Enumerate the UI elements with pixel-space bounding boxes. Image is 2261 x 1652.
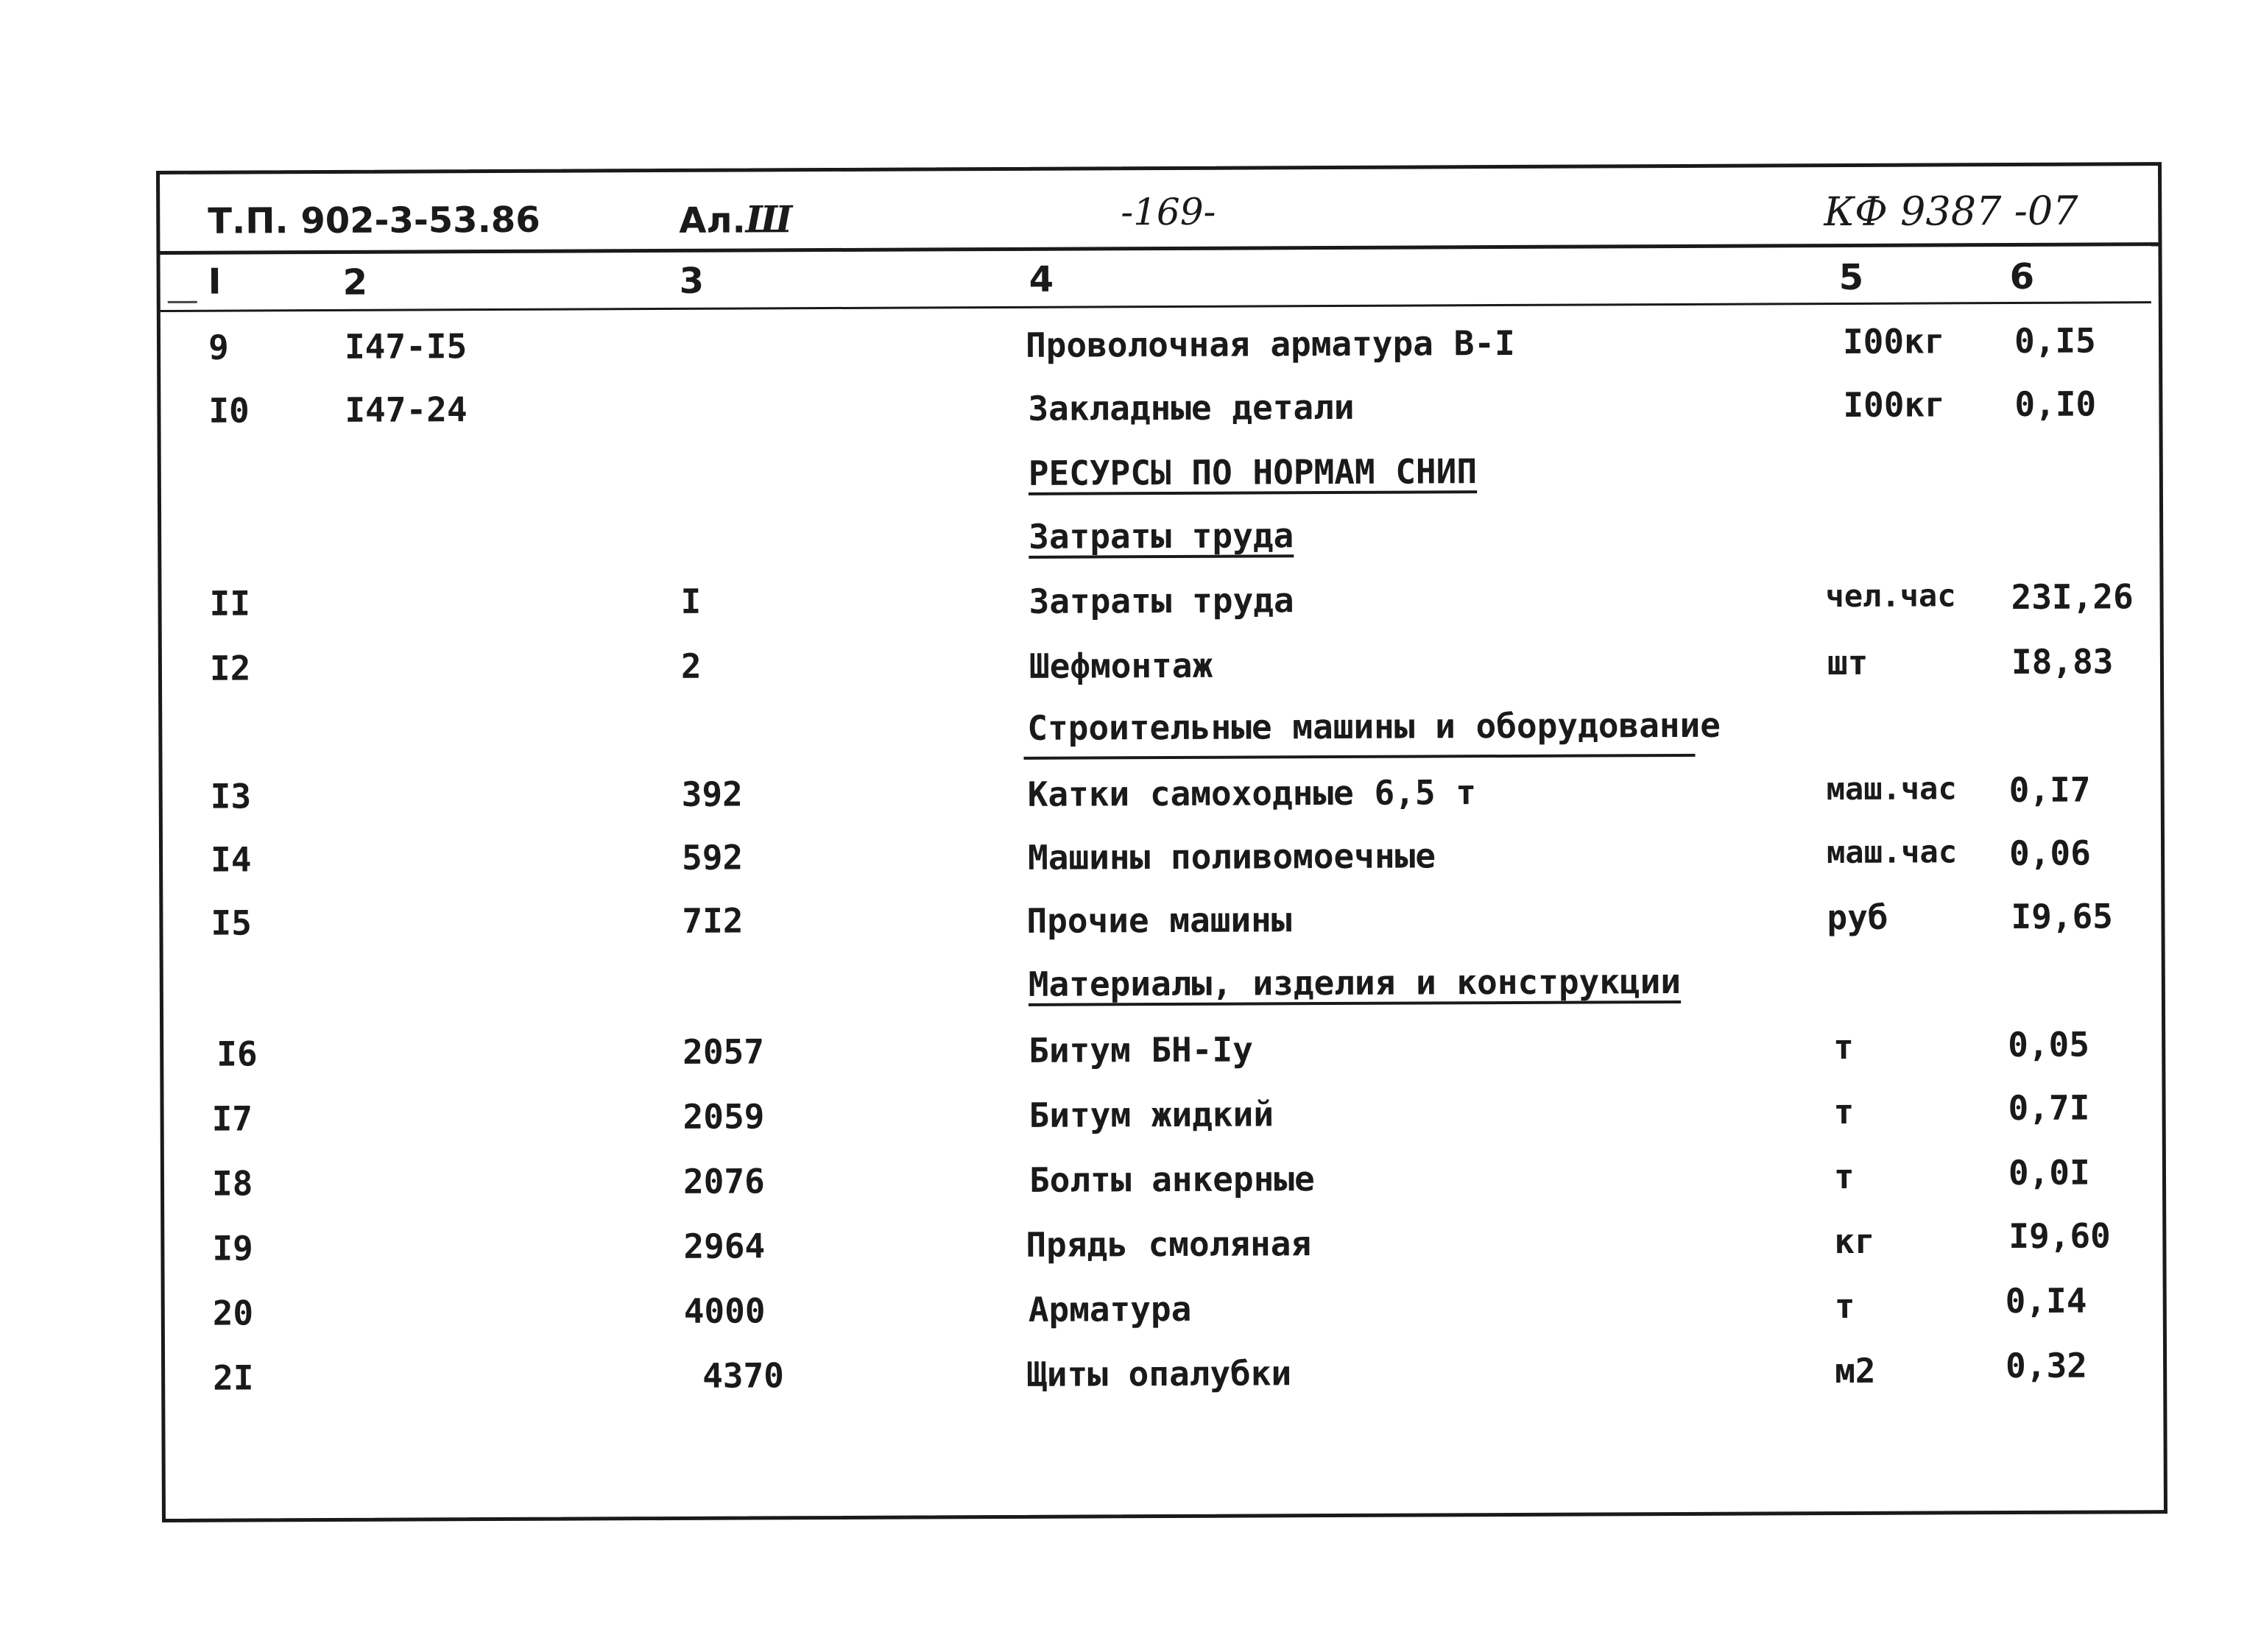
row-qty: 0,I7 bbox=[2008, 769, 2091, 811]
page-number: -169- bbox=[1121, 190, 1216, 234]
row-num: I5 bbox=[211, 903, 252, 943]
col-header-3: 3 bbox=[679, 260, 705, 302]
row-num: I4 bbox=[210, 839, 252, 880]
row-name: Катки самоходные 6,5 т bbox=[1027, 772, 1477, 814]
section-heading: Строительные машины и оборудование bbox=[1027, 705, 1721, 748]
row-name: Затраты труда bbox=[1029, 580, 1294, 621]
row-num: I7 bbox=[211, 1098, 253, 1139]
row-name: Закладные детали bbox=[1028, 386, 1355, 428]
row-num: II bbox=[209, 583, 251, 624]
row-name: Болты анкерные bbox=[1029, 1159, 1315, 1200]
col-header-6: 6 bbox=[2009, 255, 2035, 298]
row-unit: шт bbox=[1827, 642, 1869, 683]
row-ref: 2076 bbox=[682, 1161, 765, 1201]
row-qty: 0,I0 bbox=[2014, 384, 2097, 424]
row-qty: I9,60 bbox=[2008, 1215, 2111, 1257]
album-mark: Ш bbox=[745, 197, 793, 241]
row-num: I2 bbox=[209, 648, 251, 688]
row-unit: м2 bbox=[1835, 1350, 1876, 1391]
row-qty: 0,7I bbox=[2008, 1087, 2090, 1129]
row-name: Арматура bbox=[1028, 1288, 1192, 1330]
row-code: I47-I5 bbox=[344, 326, 468, 367]
row-ref: 7I2 bbox=[682, 900, 744, 941]
row-num: 20 bbox=[212, 1293, 254, 1333]
row-num: 9 bbox=[208, 327, 229, 367]
row-num: I6 bbox=[216, 1034, 258, 1074]
col-header-4: 4 bbox=[1029, 258, 1054, 300]
section-underline bbox=[1023, 754, 1695, 760]
row-name: Щиты опалубки bbox=[1026, 1353, 1292, 1394]
row-qty: 0,0I bbox=[2008, 1152, 2090, 1193]
header-divider bbox=[160, 242, 2158, 255]
row-name: Шефмонтаж bbox=[1029, 645, 1213, 686]
column-header-divider bbox=[161, 301, 2151, 312]
row-name: Машины поливомоечные bbox=[1027, 836, 1436, 878]
row-unit: т bbox=[1833, 1156, 1855, 1197]
row-qty: I8,83 bbox=[2011, 641, 2114, 682]
row-qty: I9,65 bbox=[2011, 896, 2114, 937]
section-heading: РЕСУРСЫ ПО НОРМАМ СНИП bbox=[1028, 451, 1478, 493]
row-ref: 2059 bbox=[682, 1096, 765, 1137]
section-heading: Материалы, изделия и конструкции bbox=[1028, 961, 1682, 1004]
row-ref: 392 bbox=[681, 774, 743, 814]
row-qty: 0,I5 bbox=[2014, 320, 2096, 361]
stray-mark bbox=[168, 301, 197, 303]
row-num: I3 bbox=[210, 776, 252, 816]
row-qty: 23I,26 bbox=[2011, 576, 2134, 618]
row-qty: 0,32 bbox=[2005, 1345, 2088, 1386]
row-num: I9 bbox=[212, 1228, 253, 1268]
row-unit: т bbox=[1833, 1091, 1855, 1132]
row-qty: 0,I4 bbox=[2005, 1280, 2087, 1321]
row-ref: I bbox=[680, 581, 702, 621]
row-unit: I00кг bbox=[1843, 384, 1946, 426]
row-unit: руб bbox=[1827, 897, 1888, 938]
document-frame bbox=[156, 162, 2167, 1522]
row-unit: кг bbox=[1834, 1221, 1875, 1262]
row-unit: т bbox=[1833, 1026, 1855, 1067]
col-header-1: I bbox=[208, 261, 222, 303]
row-unit: т bbox=[1834, 1285, 1855, 1327]
doc-code: Т.П. 902-3-53.86 bbox=[208, 199, 540, 242]
row-ref: 592 bbox=[681, 837, 744, 878]
row-ref: 4000 bbox=[683, 1291, 766, 1331]
row-code: I47-24 bbox=[345, 389, 468, 430]
row-unit: чел.час bbox=[1825, 577, 1956, 615]
section-heading: Затраты труда bbox=[1029, 515, 1294, 557]
album-label bbox=[679, 197, 793, 241]
row-qty: 0,06 bbox=[2008, 833, 2091, 874]
row-unit: маш.час bbox=[1826, 833, 1958, 871]
row-name: Битум БН-Iу bbox=[1029, 1029, 1253, 1070]
col-header-5: 5 bbox=[1838, 256, 1864, 299]
row-name: Прядь смоляная bbox=[1026, 1224, 1312, 1265]
row-num: 2I bbox=[213, 1358, 254, 1398]
sheet-code: КФ 9387 -07 bbox=[1824, 187, 2078, 236]
row-num: I0 bbox=[208, 390, 250, 431]
col-header-2: 2 bbox=[342, 261, 368, 303]
row-ref: 2057 bbox=[682, 1031, 765, 1072]
row-name: Битум жидкий bbox=[1029, 1094, 1274, 1135]
row-name: Прочие машины bbox=[1026, 900, 1292, 941]
row-unit: маш.час bbox=[1826, 770, 1957, 808]
row-ref: 4370 bbox=[702, 1355, 785, 1396]
row-qty: 0,05 bbox=[2008, 1024, 2090, 1065]
album-prefix: Ал. bbox=[679, 200, 746, 241]
row-ref: 2964 bbox=[683, 1226, 766, 1266]
row-unit: I00кг bbox=[1842, 321, 1945, 362]
row-ref: 2 bbox=[680, 646, 702, 686]
row-name: Проволочная арматура В-I bbox=[1025, 322, 1515, 365]
row-num: I8 bbox=[211, 1163, 253, 1204]
